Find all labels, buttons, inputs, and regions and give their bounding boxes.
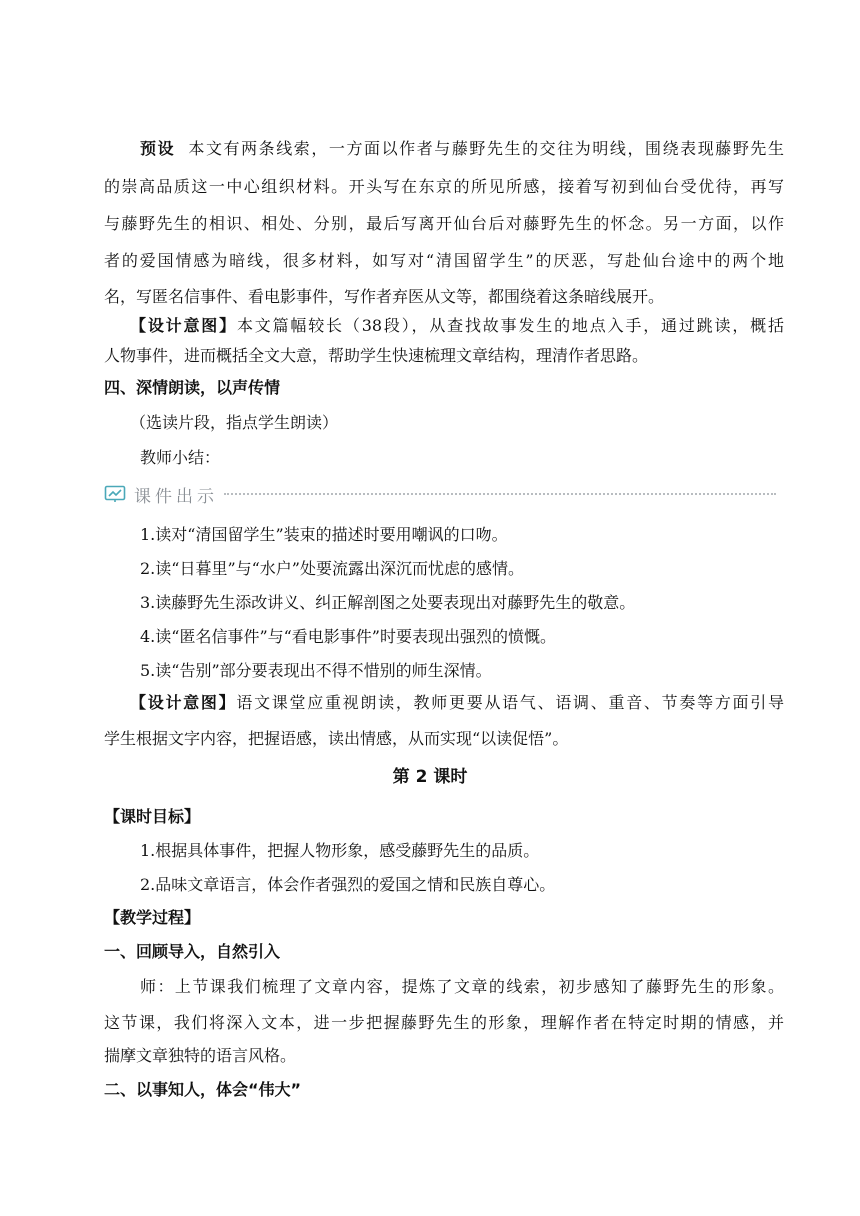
lesson-goals-heading: 【课时目标】 [104, 807, 201, 826]
reading-point: 4.读“匿名信事件”与“看电影事件”时要表现出强烈的愤慨。 [140, 627, 556, 646]
preset-text: 本文有两条线索，一方面以作者与藤野先生的交往为明线，围绕表现藤野先生 [188, 139, 784, 158]
reading-point: 1.读对“清国留学生”装束的描述时要用嘲讽的口吻。 [140, 525, 508, 544]
courseware-banner [104, 482, 776, 506]
preset-line-5: 名，写匿名信事件、看电影事件，写作者弃医从文等，都围绕着这条暗线展开。 [104, 287, 665, 306]
presentation-chart-icon [104, 485, 126, 503]
step-1-line-3: 揣摩文章独特的语言风格。 [104, 1046, 297, 1065]
design-intent-2-line-1 [130, 692, 784, 714]
preset-label: 预设 [140, 139, 176, 158]
preset-line-2: 的崇高品质这一中心组织材料。开头写在东京的所见所感，接着写初到仙台受优待，再写 [104, 177, 784, 196]
section-4-note: （选读片段，指点学生朗读） [130, 413, 339, 432]
step-2-heading: 二、以事知人，体会“伟大” [104, 1080, 302, 1099]
design-intent-label: 【设计意图】 [130, 693, 237, 712]
lesson-2-title: 第 2 课时 [392, 767, 468, 787]
lesson-goal: 2.品味文章语言，体会作者强烈的爱国之情和民族自尊心。 [140, 875, 556, 894]
teaching-process-heading: 【教学过程】 [104, 908, 201, 927]
banner-title: 课件出示 [134, 486, 218, 507]
banner-dotted-rule [224, 493, 776, 495]
preset-line-3: 与藤野先生的相识、相处、分别，最后写离开仙台后对藤野先生的怀念。另一方面，以作 [104, 214, 784, 233]
design-intent-2-line-2: 学生根据文字内容，把握语感，读出情感，从而实现“以读促悟”。 [104, 729, 569, 748]
step-1-line-2: 这节课，我们将深入文本，进一步把握藤野先生的形象，理解作者在特定时期的情感，并 [104, 1013, 784, 1032]
step-1-heading: 一、回顾导入，自然引入 [104, 942, 281, 961]
preset-line-4: 者的爱国情感为暗线，很多材料，如写对“清国留学生”的厌恶，写赴仙台途中的两个地 [104, 251, 784, 270]
design-intent-text: 语文课堂应重视朗读，教师更要从语气、语调、重音、节奏等方面引导 [236, 693, 784, 712]
reading-point: 5.读“告别”部分要表现出不得不惜别的师生深情。 [140, 661, 492, 680]
design-intent-label: 【设计意图】 [130, 316, 237, 335]
design-intent-text: 本文篇幅较长（38段），从查找故事发生的地点入手，通过跳读，概括 [236, 316, 784, 335]
lesson-goal: 1.根据具体事件，把握人物形象，感受藤野先生的品质。 [140, 841, 540, 860]
reading-point: 3.读藤野先生添改讲义、纠正解剖图之处要表现出对藤野先生的敬意。 [140, 593, 636, 612]
teacher-summary-label: 教师小结： [140, 448, 221, 467]
reading-point: 2.读“日暮里”与“水户”处要流露出深沉而忧虑的感情。 [140, 559, 524, 578]
preset-line-1 [140, 138, 784, 160]
design-intent-1-line-1 [130, 315, 784, 337]
design-intent-1-line-2: 人物事件，进而概括全文大意，帮助学生快速梳理文章结构，理清作者思路。 [104, 346, 649, 365]
section-4-heading: 四、深情朗读，以声传情 [104, 378, 281, 397]
step-1-line-1: 师：上节课我们梳理了文章内容，提炼了文章的线索，初步感知了藤野先生的形象。 [140, 977, 784, 996]
